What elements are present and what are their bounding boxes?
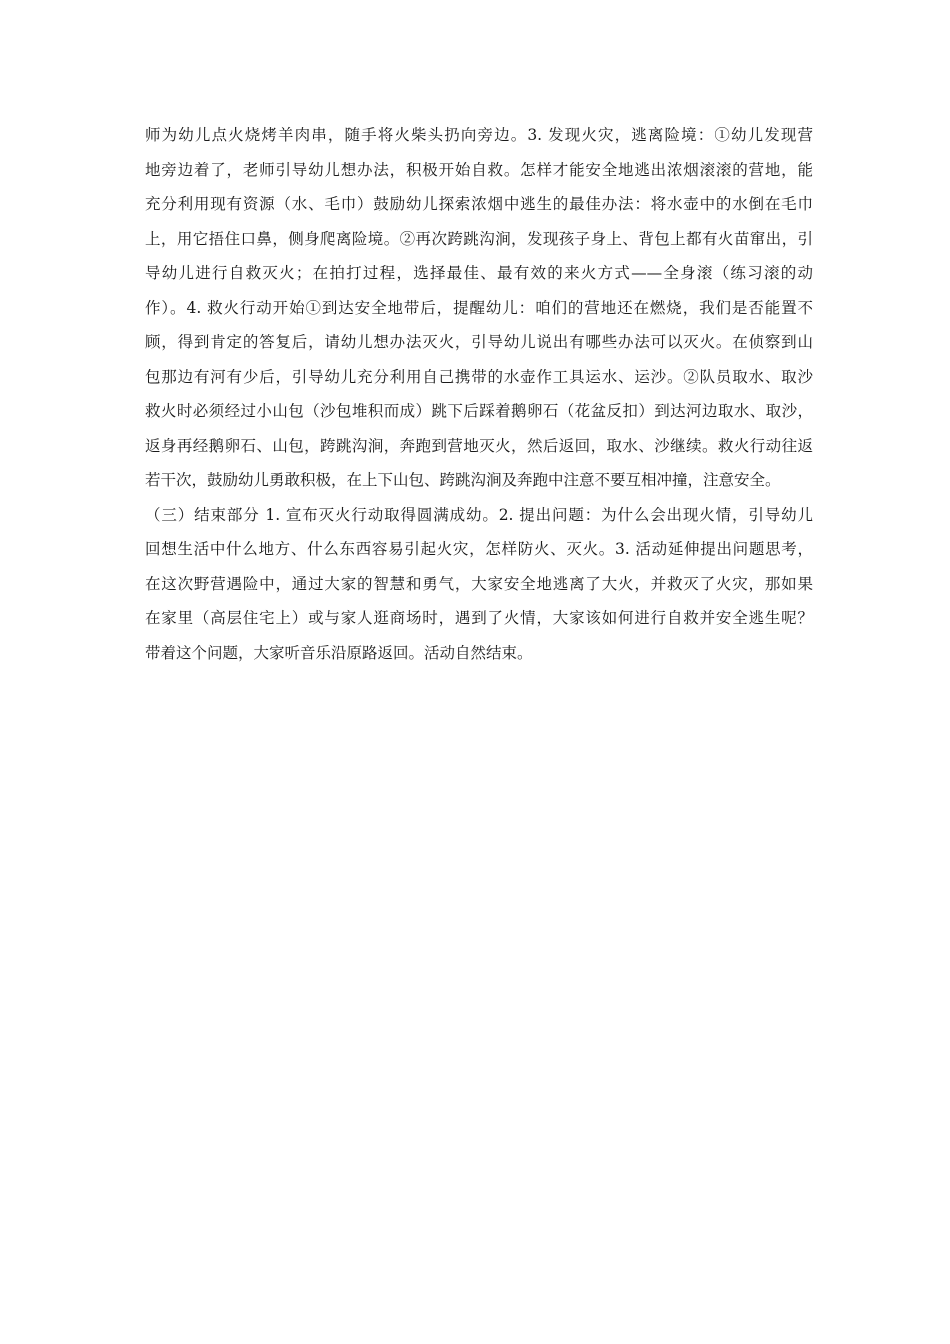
text-line: 包那边有河有少后，引导幼儿充分利用自己携带的水壶作工具运水、运沙。②队员取水、取沙: [145, 367, 813, 386]
text-line: 回想生活中什么地方、什么东西容易引起火灾，怎样防火、灭火。3. 活动延伸提出问题思考，: [145, 540, 813, 558]
text-line: 地旁边着了，老师引导幼儿想办法，积极开始自救。怎样才能安全地逃出浓烟滚滚的营地，能: [145, 160, 813, 179]
text-line: 带着这个问题，大家听音乐沿原路返回。活动自然结束。: [145, 643, 533, 662]
text-line: 在家里（高层住宅上）或与家人逛商场时，遇到了火情，大家该如何进行自救并安全逃生呢？: [145, 609, 813, 627]
text-line: （三）结束部分 1. 宣布灭火行动取得圆满成幼。2. 提出问题：为什么会出现火情，引导幼儿: [145, 505, 813, 524]
text-line: 充分利用现有资源（水、毛巾）鼓励幼儿探索浓烟中逃生的最佳办法：将水壶中的水倒在毛巾: [145, 195, 813, 213]
text-line: 救火时必须经过小山包（沙包堆积而成）跳下后踩着鹅卵石（花盆反扣）到达河边取水、取沙，: [145, 402, 813, 420]
text-line: 导幼儿进行自救灭火；在拍打过程，选择最佳、最有效的来火方式——全身滚（练习滚的动: [145, 264, 813, 282]
text-line: 作）。4. 救火行动开始①到达安全地带后，提醒幼儿：咱们的营地还在燃烧，我们是否能置不: [145, 298, 813, 317]
body-text: [145, 118, 813, 670]
text-line: 返身再经鹅卵石、山包，跨跳沟涧，奔跑到营地灭火，然后返回，取水、沙继续。救火行动往返: [145, 436, 813, 455]
text-line: 若干次，鼓励幼儿勇敢积极，在上下山包、跨跳沟涧及奔跑中注意不要互相冲撞，注意安全。: [145, 471, 781, 489]
text-line: 师为幼儿点火烧烤羊肉串，随手将火柴头扔向旁边。3. 发现火灾，逃离险境：①幼儿发现营: [145, 126, 813, 144]
text-line: 上，用它捂住口鼻，侧身爬离险境。②再次跨跳沟涧，发现孩子身上、背包上都有火苗窜出，引: [145, 229, 813, 248]
text-line: 在这次野营遇险中，通过大家的智慧和勇气，大家安全地逃离了大火，并救灭了火灾，那如果: [145, 574, 813, 593]
text-line: 顾，得到肯定的答复后，请幼儿想办法灭火，引导幼儿说出有哪些办法可以灭火。在侦察到山: [145, 333, 813, 351]
